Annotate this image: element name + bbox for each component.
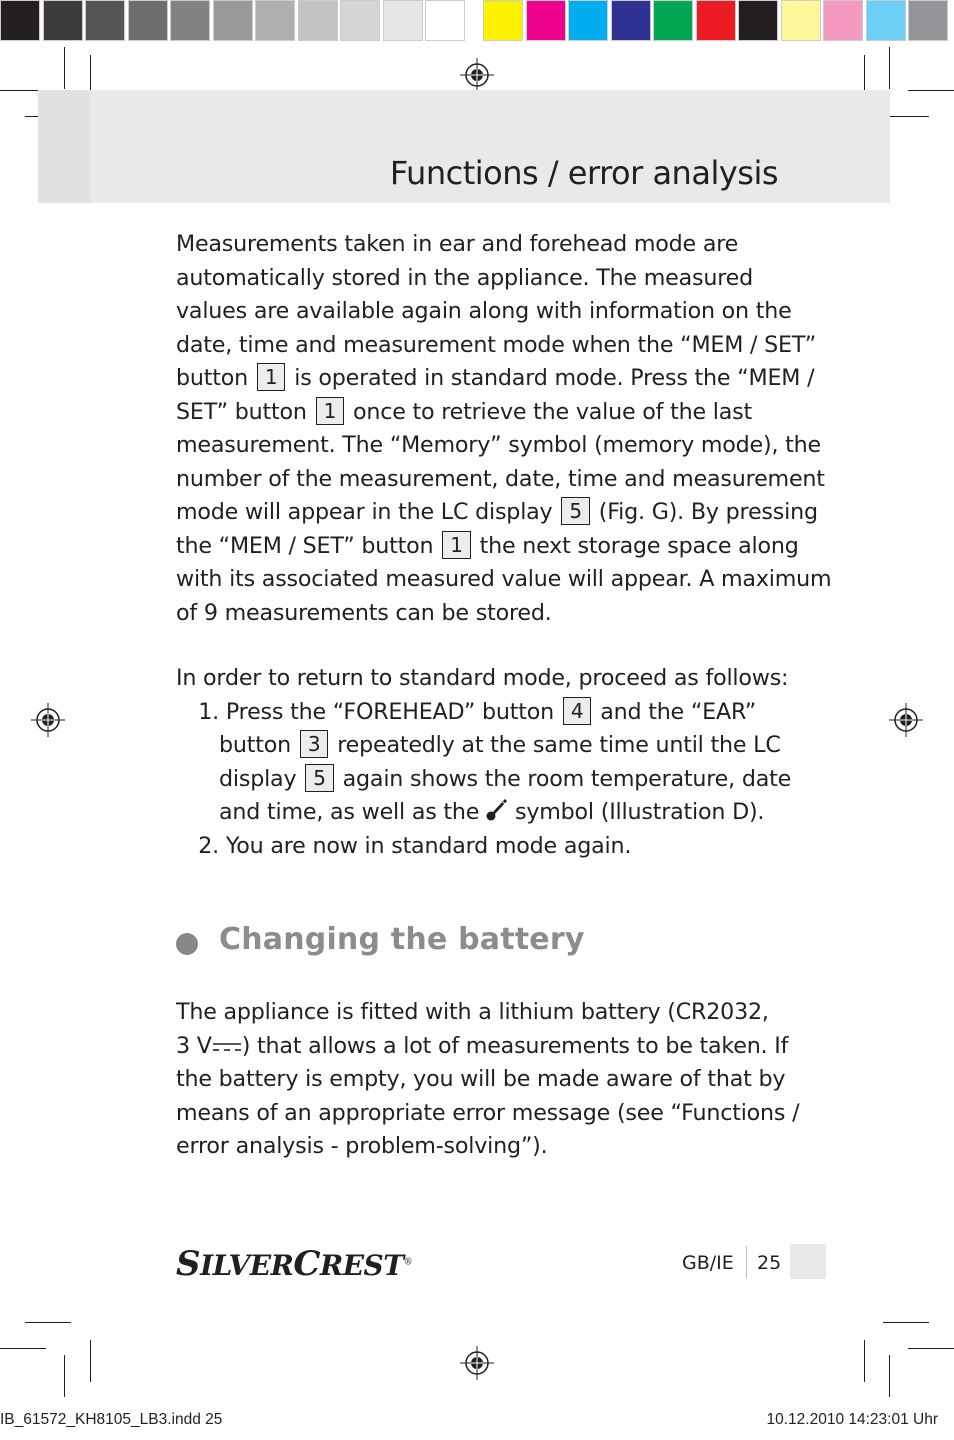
color-swatch [526,0,566,41]
process-color-bar [483,0,951,45]
text-span: (Fig. G). By pressing [598,499,818,525]
crop-mark [908,1348,954,1349]
color-swatch [866,0,906,41]
text-span: SET” button [176,398,307,425]
color-swatch [781,0,821,41]
text-line: error analysis - problem-solving”). [176,1133,548,1159]
text-line [176,729,796,763]
crop-mark [0,1348,46,1349]
silvercrest-logo: SILVERCREST® [176,1244,413,1284]
text-line: In order to return to standard mode, proceed as follows: [176,665,789,691]
text-line [176,362,815,396]
crop-mark [889,47,890,89]
color-swatch [383,0,423,41]
color-swatch [908,0,948,41]
text-span: display [219,765,297,792]
text-line: means of an appropriate error message (see “Functions / [176,1099,800,1126]
text-span: button [219,732,291,758]
part-number-badge: 1 [257,363,286,391]
text-span: again shows the room temperature, date [342,765,792,792]
color-swatch [483,0,523,41]
text-line: values are available again along with information on the [176,298,792,324]
color-swatch [823,0,863,41]
page-title: Functions / error analysis [389,154,778,192]
part-number-badge: 4 [563,697,592,725]
standard-mode-paragraph [176,662,796,863]
color-swatch [298,0,338,41]
section-bullet-icon [176,933,198,955]
color-swatch [170,0,210,41]
part-number-badge: 1 [442,531,471,559]
footer-language: GB/IE [682,1252,734,1274]
crop-mark [864,1340,865,1382]
color-swatch [738,0,778,41]
text-line: with its associated measured value will appear. A maximum [176,566,832,592]
part-number-badge: 3 [300,730,329,758]
color-swatch [213,0,253,41]
text-span: button [176,365,248,391]
registration-mark-icon [889,703,923,737]
battery-paragraph [176,996,800,1164]
crop-mark [64,47,65,89]
color-swatch [85,0,125,41]
registration-mark-icon [31,703,65,737]
color-swatch [43,0,83,41]
page-number: 25 [757,1252,782,1274]
text-line: the battery is empty, you will be made aware of that by [176,1066,786,1092]
text-span: is operated in standard mode. Press the “MEM / [294,365,815,391]
part-number-badge: 5 [561,497,590,525]
text-span: symbol (Illustration D). [514,799,765,825]
text-line: number of the measurement, date, time and measurement [176,465,825,492]
text-line [176,496,818,530]
text-span: once to retrieve the value of the last [352,398,753,425]
registration-mark-icon [460,1346,494,1380]
footer-divider [746,1246,747,1278]
text-span: the next storage space along [479,532,799,559]
text-line: The appliance is fitted with a lithium battery (CR2032, [176,999,769,1025]
part-number-badge: 5 [305,764,334,792]
color-swatch [696,0,736,41]
text-line: Measurements taken in ear and forehead mode are [176,231,739,257]
crop-mark [64,1355,65,1397]
crop-mark [889,1355,890,1397]
thermometer-icon [486,797,508,821]
text-line [176,396,796,430]
text-span: 3 V [176,1032,212,1059]
text-line: measurement. The “Memory” symbol (memory mode), the [176,432,821,458]
text-span: repeatedly at the same time until the LC [337,732,781,758]
step-number: 1. [198,698,219,725]
color-swatch [611,0,651,41]
section-heading: Changing the battery [219,922,585,957]
color-swatch [340,0,380,41]
text-line: automatically stored in the appliance. The measured [176,264,753,291]
text-span: mode will appear in the LC display [176,499,553,525]
registration-mark-icon [460,58,494,92]
color-swatch [425,0,465,41]
text-span: ) that allows a lot of measurements to be taken. If [241,1032,789,1059]
text-line [176,530,799,564]
crop-mark [908,90,954,91]
step-number: 2. [198,832,219,859]
gray-color-bar [0,0,468,45]
footer-tab [790,1244,826,1279]
memory-paragraph [176,228,832,630]
text-span: the “MEM / SET” button [176,532,434,559]
step-item [176,696,796,730]
crop-mark [90,1340,91,1382]
direct-current-icon [212,1040,242,1054]
step-item [176,830,796,864]
text-line [176,763,796,797]
text-span: You are now in standard mode again. [225,832,632,859]
text-span: and time, as well as the [219,799,480,825]
part-number-badge: 1 [316,397,345,425]
color-swatch [128,0,168,41]
color-swatch [255,0,295,41]
slug-file-info: IB_61572_KH8105_LB3.indd 25 [0,1411,223,1428]
text-line [176,1030,796,1064]
color-swatch [653,0,693,41]
crop-mark [883,1322,929,1323]
text-line [176,796,796,830]
text-line: date, time and measurement mode when the “MEM / SET” [176,331,817,358]
crop-mark [25,1322,71,1323]
text-span: and the “EAR” [600,698,757,725]
color-swatch [0,0,40,41]
text-span: Press the “FOREHEAD” button [225,698,554,725]
color-swatch [568,0,608,41]
slug-timestamp: 10.12.2010 14:23:01 Uhr [766,1411,938,1428]
text-line: of 9 measurements can be stored. [176,599,552,626]
